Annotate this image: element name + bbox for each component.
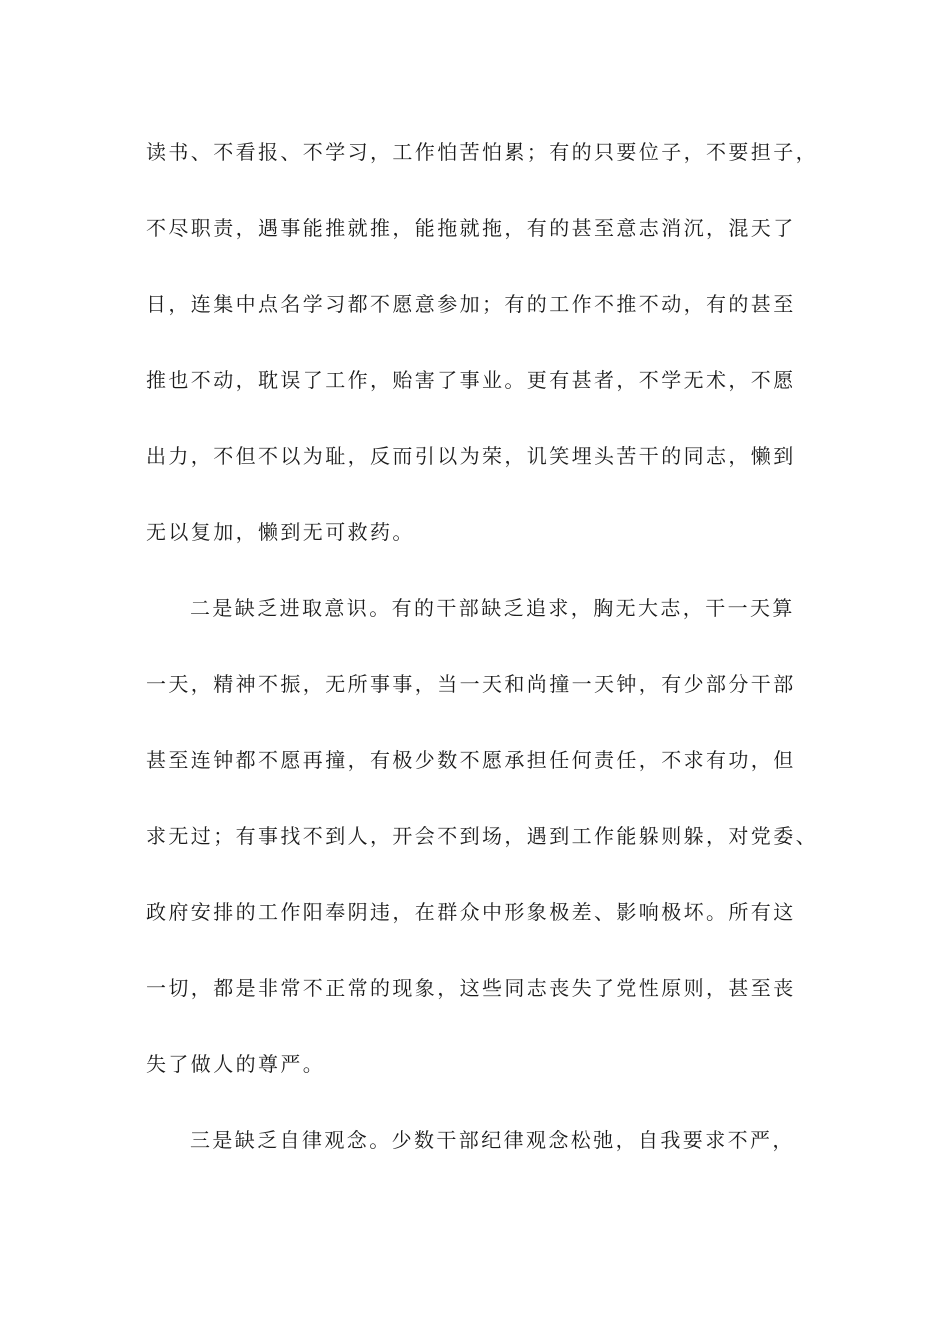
text-line: 政府安排的工作阳奉阴违，在群众中形象极差、影响极坏。所有这 xyxy=(146,900,796,924)
text-line: 读书、不看报、不学习，工作怕苦怕累；有的只要位子，不要担子， xyxy=(146,140,818,164)
text-line: 日，连集中点名学习都不愿意参加；有的工作不推不动，有的甚至 xyxy=(146,292,796,316)
text-line: 一切，都是非常不正常的现象，这些同志丧失了党性原则，甚至丧 xyxy=(146,976,796,1000)
document-body xyxy=(146,126,826,1190)
paragraph-start-line: 二是缺乏进取意识。有的干部缺乏追求，胸无大志，干一天算 xyxy=(190,596,795,620)
text-line: 求无过；有事找不到人，开会不到场，遇到工作能躲则躲，对党委、 xyxy=(146,824,818,848)
text-line: 失了做人的尊严。 xyxy=(146,1052,326,1076)
text-line: 不尽职责，遇事能推就推，能拖就拖，有的甚至意志消沉，混天了 xyxy=(146,216,796,240)
text-line: 一天，精神不振，无所事事，当一天和尚撞一天钟，有少部分干部 xyxy=(146,672,796,696)
text-line: 出力，不但不以为耻，反而引以为荣，讥笑埋头苦干的同志，懒到 xyxy=(146,444,796,468)
text-line: 甚至连钟都不愿再撞，有极少数不愿承担任何责任，不求有功，但 xyxy=(146,748,796,772)
text-line: 无以复加，懒到无可救药。 xyxy=(146,520,415,544)
text-line: 推也不动，耽误了工作，贻害了事业。更有甚者，不学无术，不愿 xyxy=(146,368,796,392)
paragraph-start-line: 三是缺乏自律观念。少数干部纪律观念松弛，自我要求不严， xyxy=(190,1128,795,1152)
